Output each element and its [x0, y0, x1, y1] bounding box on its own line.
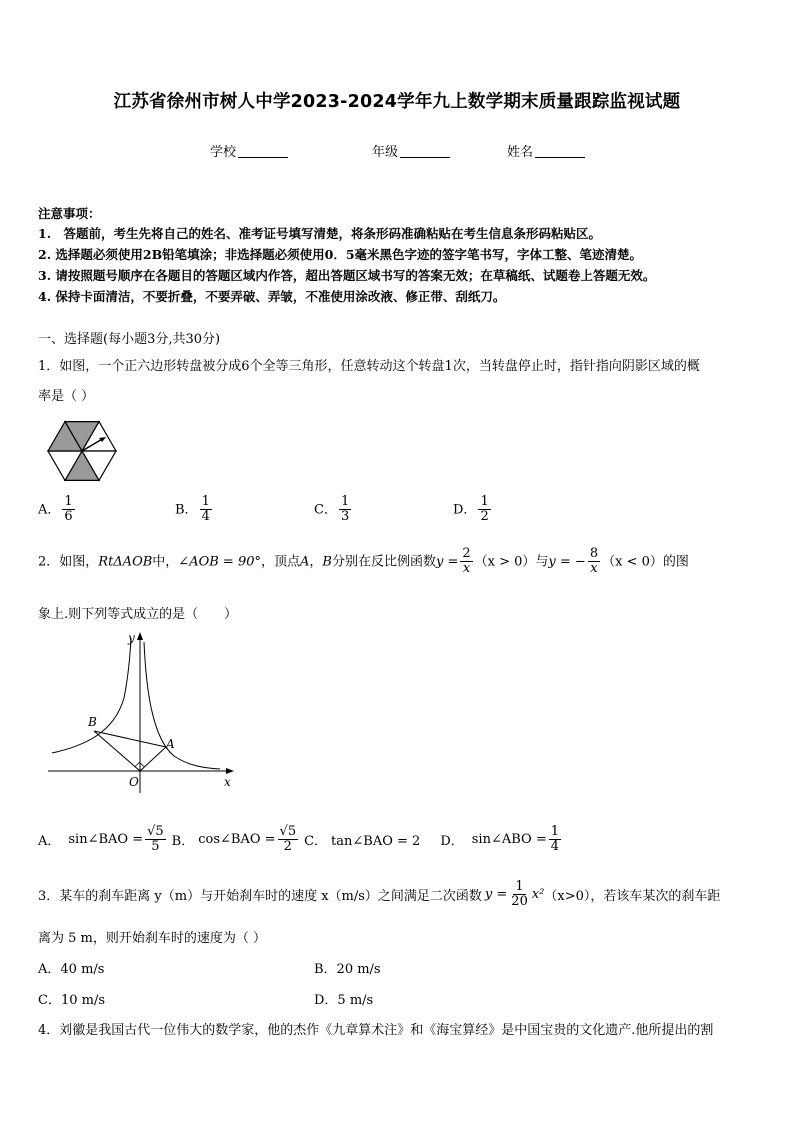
graph-origin-label: O — [129, 775, 139, 789]
option-label: D． — [453, 502, 477, 518]
graph-point-b-label: B — [88, 715, 97, 729]
fraction-denominator: x — [462, 561, 471, 577]
q2-option-c[interactable] — [304, 830, 420, 849]
q3-option-b[interactable]: B．20 m/s — [314, 962, 381, 977]
fraction-denominator: 4 — [550, 839, 560, 855]
q3-option-a[interactable]: A．40 m/s — [38, 962, 105, 977]
q1-option-d[interactable] — [453, 495, 493, 525]
fraction-denominator: 4 — [201, 509, 210, 525]
fraction-numerator: √5 — [147, 824, 164, 839]
fraction-numerator: √5 — [279, 824, 297, 839]
fraction-numerator: 1 — [201, 494, 210, 509]
grade-field[interactable] — [372, 141, 450, 160]
q1-option-b[interactable] — [175, 495, 214, 525]
option-expression: tan∠BAO = 2 — [331, 834, 421, 850]
q2-triangle: RtΔAOB — [98, 554, 153, 570]
q2-option-d[interactable] — [440, 825, 563, 855]
q2-option-b[interactable] — [172, 825, 300, 855]
note-item: 1. 答题前，考生先将自己的姓名、准考证号填写清楚，将条形码准确粘贴在考生信息条形码粘贴区。 — [38, 226, 602, 241]
option-label: B． — [171, 834, 195, 850]
note-item: 2. 选择题必须使用2B铅笔填涂；非选择题必须使用0．5毫米黑色字迹的签字笔书写，字体工整、笔迹清楚。 — [38, 247, 643, 262]
q2-func1-cond: （x > 0）与 — [474, 554, 549, 570]
hexagon-spinner-figure — [44, 417, 120, 485]
fraction-denominator: 2 — [480, 509, 489, 525]
school-blank[interactable] — [238, 145, 288, 158]
fraction-denominator: 6 — [64, 509, 73, 525]
q3-func-lhs: y = — [484, 887, 508, 903]
grade-label: 年级 — [372, 145, 399, 160]
option-label: A． — [38, 502, 61, 518]
fraction-denominator: x — [590, 561, 598, 577]
option-label: C． — [304, 834, 328, 850]
q2-func2-cond: （x < 0）的图 — [602, 554, 689, 570]
q3-option-c[interactable]: C．10 m/s — [38, 993, 105, 1008]
option-expression: cos∠BAO = — [198, 832, 276, 848]
q2-func2-lhs: y = − — [548, 554, 586, 570]
option-expression: sin∠BAO = — [68, 832, 144, 848]
q4-stem-line1: 4．刘徽是我国古代一位伟大的数学家，他的杰作《九章算术注》和《海宝算经》是中国宝贵的文化遗产.他所提出的割 — [38, 1023, 714, 1038]
q1-stem-line2: 率是（ ） — [38, 389, 95, 404]
school-label: 学校 — [210, 145, 237, 160]
q2-graph-figure — [44, 628, 244, 793]
q3-stem-line1 — [38, 880, 720, 910]
option-label: D． — [440, 834, 464, 850]
fraction-denominator: 3 — [340, 509, 350, 525]
name-label: 姓名 — [507, 145, 534, 160]
q2-text: 分别在反比例函数 — [331, 554, 436, 570]
q1-option-c[interactable] — [314, 495, 353, 525]
fraction-numerator: 1 — [515, 879, 524, 894]
fraction-numerator: 8 — [589, 546, 599, 561]
q3-text: 3．某车的刹车距离 y（m）与开始刹车时的速度 x（m/s）之间满足二次函数 — [38, 889, 482, 905]
name-field[interactable] — [507, 141, 585, 160]
q3-func-rhs: x² — [531, 887, 545, 903]
page-title: 江苏省徐州市树人中学2023-2024学年九上数学期末质量跟踪监视试题 — [113, 92, 681, 112]
notes-heading: 注意事项： — [38, 206, 101, 221]
q2-point-a: A — [300, 554, 310, 570]
q3-option-d[interactable]: D．5 m/s — [314, 993, 374, 1008]
fraction-numerator: 1 — [550, 824, 560, 839]
q2-func1-lhs: y = — [436, 554, 459, 570]
graph-x-label: x — [224, 775, 231, 789]
fraction-denominator: 5 — [151, 839, 160, 855]
fraction-numerator: 1 — [480, 494, 489, 509]
note-item: 4. 保持卡面清洁，不要折叠，不要弄破、弄皱，不准使用涂改液、修正带、刮纸刀。 — [38, 289, 506, 304]
fraction-denominator: 2 — [283, 839, 292, 855]
q2-angle: ∠AOB = 90° — [178, 554, 261, 570]
graph-point-a-label: A — [166, 737, 175, 751]
q2-text: ，顶点 — [261, 554, 301, 570]
q1-option-a[interactable] — [38, 495, 77, 525]
school-field[interactable] — [210, 141, 288, 160]
q2-stem-line1 — [38, 547, 689, 577]
q2-stem-line2: 象上.则下列等式成立的是（ ） — [38, 607, 238, 622]
q2-options-row — [38, 825, 563, 855]
option-expression: sin∠ABO = — [471, 832, 547, 848]
q2-text: 2．如图， — [38, 554, 99, 570]
fraction-denominator: 20 — [511, 894, 528, 910]
fraction-numerator: 1 — [340, 494, 350, 509]
option-label: C． — [314, 502, 337, 518]
q2-point-b: B — [322, 554, 332, 570]
grade-blank[interactable] — [400, 145, 450, 158]
fraction-numerator: 1 — [64, 494, 73, 509]
fraction-numerator: 2 — [462, 546, 471, 561]
note-item: 3. 请按照题号顺序在各题目的答题区域内作答，超出答题区域书写的答案无效；在草稿纸、试题卷上答题无效。 — [38, 268, 656, 283]
section-heading: 一、选择题(每小题3分,共30分) — [38, 332, 221, 347]
name-blank[interactable] — [535, 145, 585, 158]
option-label: A． — [38, 834, 61, 850]
q2-option-a[interactable] — [38, 825, 168, 855]
q3-text: （x>0），若该车某次的刹车距 — [544, 889, 721, 905]
q3-stem-line2: 离为 5 m，则开始刹车时的速度为（ ） — [38, 931, 266, 946]
graph-y-label: y — [128, 631, 135, 645]
option-label: B． — [175, 502, 198, 518]
q2-text: 中， — [152, 554, 179, 570]
q1-stem-line1: 1．如图，一个正六边形转盘被分成6个全等三角形，任意转动这个转盘1次，当转盘停止时，指针指向阴影区域的概 — [38, 359, 700, 374]
q2-text: ， — [309, 554, 323, 570]
